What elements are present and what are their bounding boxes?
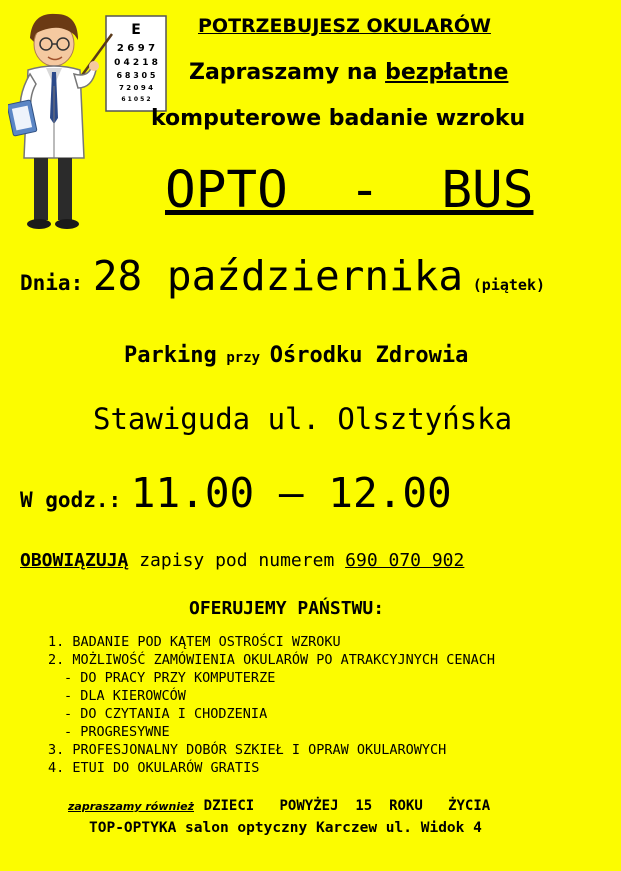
header-line3: komputerowe badanie wzroku (151, 106, 526, 131)
hours-label: W godz.: (20, 488, 122, 512)
offer-subitem: - DO PRACY PRZY KOMPUTERZE (64, 670, 276, 686)
offer-subitem: - PROGRESYWNE (64, 724, 170, 740)
eye-chart-row: 2 6 9 7 (116, 43, 156, 54)
eye-chart-row: 6 1 0 5 2 (121, 96, 151, 103)
offer-item: 4. ETUI DO OKULARÓW GRATIS (48, 760, 260, 776)
offer-item: 3. PROFESJONALNY DOBÓR SZKIEŁ I OPRAW OKULAROWYCH (48, 742, 447, 758)
header-line1: POTRZEBUJESZ OKULARÓW (198, 15, 491, 37)
footer-salon: TOP-OPTYKA salon optyczny Karczew ul. Widok 4 (89, 820, 482, 836)
offer-heading: OFERUJEMY PAŃSTWU: (189, 598, 385, 619)
page-title: OPTO - BUS (165, 161, 534, 220)
booking-text: zapisy pod numerem (139, 550, 335, 571)
place-line1 (124, 343, 468, 368)
booking-phone: 690 070 902 (345, 550, 465, 571)
footer-invite-small: zapraszamy również (68, 800, 194, 813)
offer-list (48, 633, 495, 777)
booking-required: OBOWIĄZUJĄ (20, 550, 129, 571)
hours-line (20, 469, 452, 517)
booking-line (20, 550, 464, 571)
footer-invite (68, 795, 490, 814)
date-line (20, 252, 545, 300)
footer-invite-big: DZIECI POWYŻEJ 15 ROKU ŻYCIA (203, 798, 491, 814)
date-value: 28 października (92, 252, 464, 300)
header-free-word: bezpłatne (385, 60, 509, 85)
place-przy: przy (226, 350, 261, 366)
header-line2 (189, 60, 508, 85)
place-parking: Parking (124, 343, 217, 368)
hours-value: 11.00 – 12.00 (130, 469, 452, 517)
date-weekday: (piątek) (472, 276, 546, 294)
offer-subitem: - DO CZYTANIA I CHODZENIA (64, 706, 268, 722)
offer-item: 1. BADANIE POD KĄTEM OSTROŚCI WZROKU (48, 634, 341, 650)
eye-chart-row: 0 4 2 1 8 (114, 58, 158, 68)
eye-chart-row: E (131, 22, 141, 38)
place-line2: Stawiguda ul. Olsztyńska (93, 402, 513, 436)
eye-chart-row: 6 8 3 0 5 (116, 71, 156, 80)
date-label: Dnia: (20, 271, 84, 295)
place-clinic: Ośrodku Zdrowia (269, 343, 469, 368)
header-line2-text: Zapraszamy na (189, 60, 386, 85)
offer-subitem: - DLA KIEROWCÓW (64, 688, 186, 704)
offer-item: 2. MOŻLIWOŚĆ ZAMÓWIENIA OKULARÓW PO ATRAKCYJNYCH CENACH (48, 652, 496, 668)
eye-chart-row: 7 2 0 9 4 (118, 84, 154, 92)
doctor-illustration (8, 8, 168, 233)
